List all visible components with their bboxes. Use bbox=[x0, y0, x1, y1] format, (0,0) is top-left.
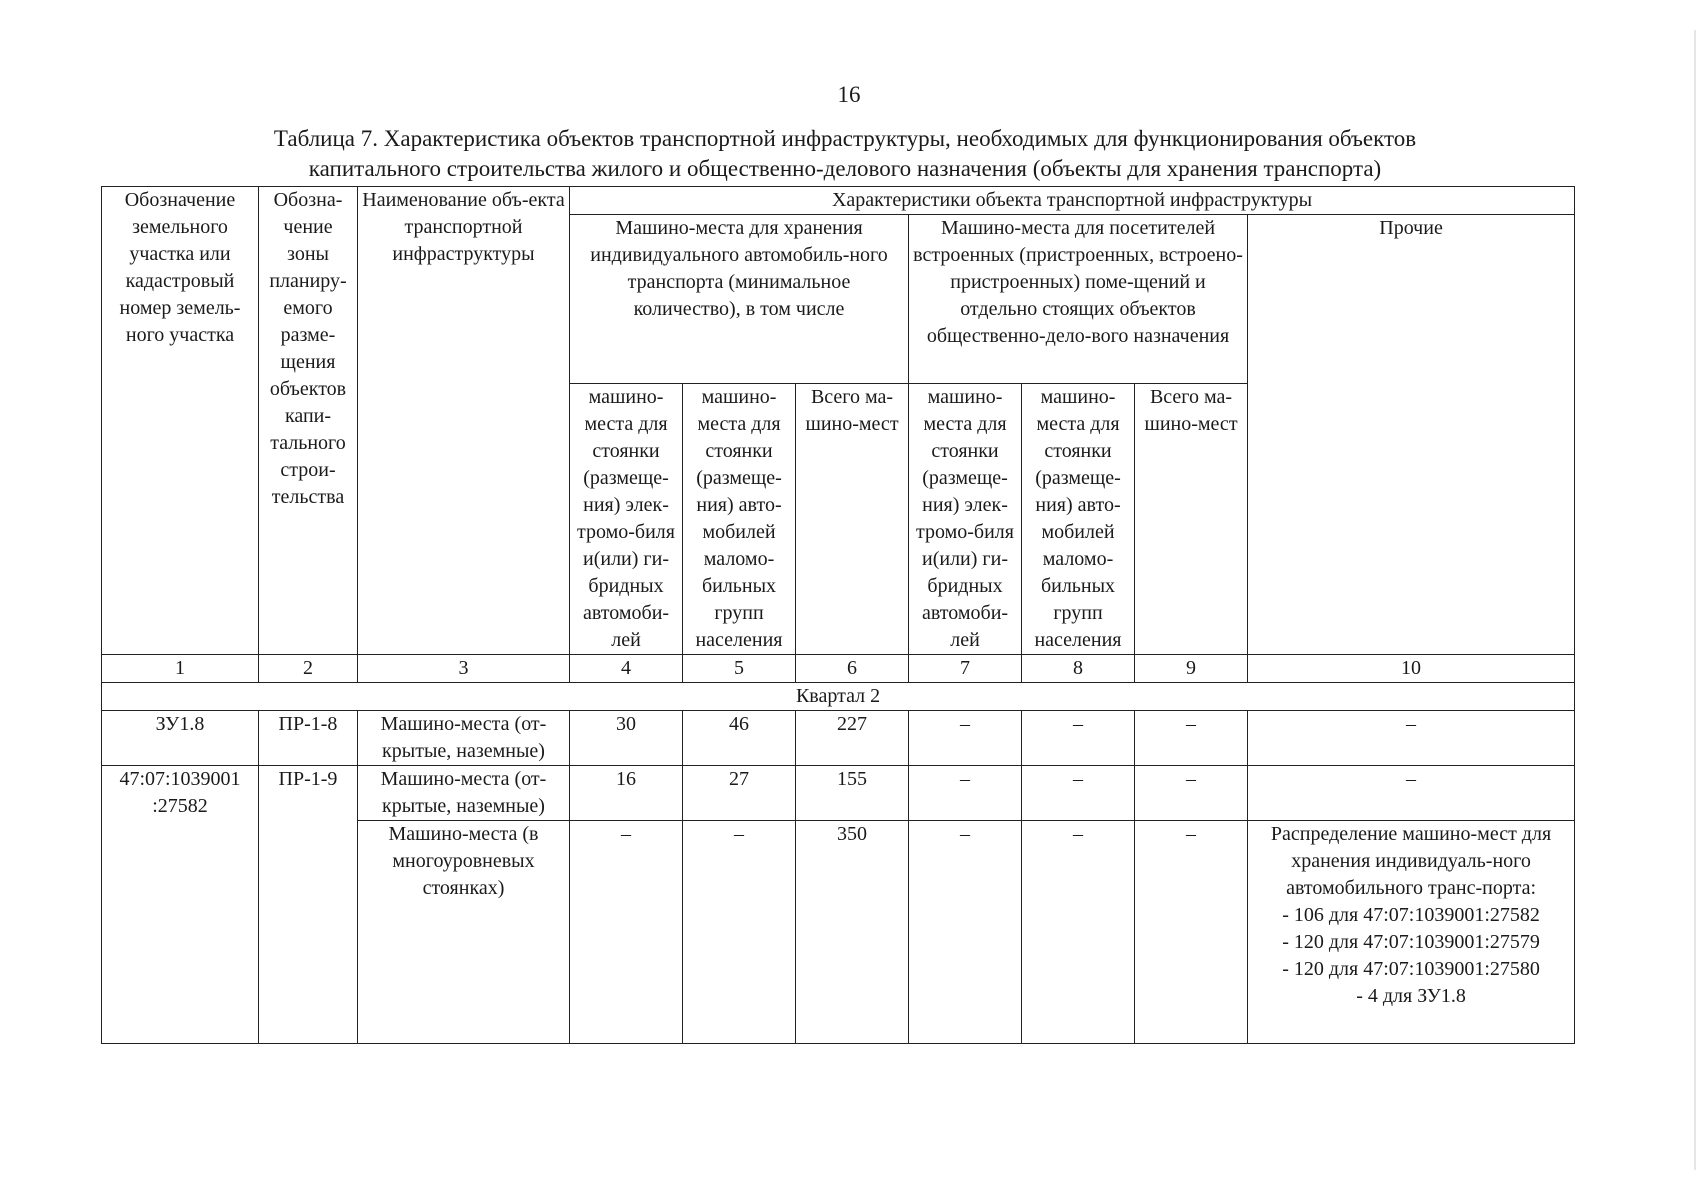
distribution-item: - 106 для 47:07:1039001:27582 bbox=[1282, 904, 1540, 926]
object-name: Машино-места (от-крытые, наземные) bbox=[358, 766, 570, 821]
a-mgn-value: 46 bbox=[683, 711, 796, 766]
a-mgn-value: 27 bbox=[683, 766, 796, 821]
scan-edge-line bbox=[1694, 30, 1696, 1170]
header-individual-parking: Машино-места для хранения индивидуального автомобиль-ного транспорта (минимальное количество), в том числе bbox=[570, 215, 909, 384]
column-number: 2 bbox=[259, 655, 358, 683]
b-total-value: – bbox=[1135, 766, 1248, 821]
b-electric-value: – bbox=[909, 766, 1022, 821]
column-number: 8 bbox=[1022, 655, 1135, 683]
object-name: Машино-места (в многоуровневых стоянках) bbox=[358, 821, 570, 1044]
distribution-item: - 120 для 47:07:1039001:27579 bbox=[1282, 931, 1540, 953]
distribution-item: - 120 для 47:07:1039001:27580 bbox=[1282, 958, 1540, 980]
b-mgn-value: – bbox=[1022, 711, 1135, 766]
column-number: 4 bbox=[570, 655, 683, 683]
a-electric-value: 30 bbox=[570, 711, 683, 766]
b-electric-value: – bbox=[909, 711, 1022, 766]
other-value: – bbox=[1248, 766, 1575, 821]
b-electric-value: – bbox=[909, 821, 1022, 1044]
object-name: Машино-места (от-крытые, наземные) bbox=[358, 711, 570, 766]
header-a-mgn: машино-места для стоянки (размеще-ния) авто-мобилей маломо-бильных групп населения bbox=[683, 384, 796, 655]
zone-id: ПР-1-9 bbox=[259, 766, 358, 1044]
column-number-row bbox=[102, 655, 1575, 683]
plot-id: 47:07:1039001 :27582 bbox=[102, 766, 259, 1044]
header-visitor-parking: Машино-места для посетителей встроенных (пристроенных, встроено-пристроенных) поме-щений и отдельно стоящих объектов общественно-дело-вого назначения bbox=[909, 215, 1248, 384]
a-total-value: 350 bbox=[796, 821, 909, 1044]
column-number: 1 bbox=[102, 655, 259, 683]
a-electric-value: – bbox=[570, 821, 683, 1044]
a-total-value: 155 bbox=[796, 766, 909, 821]
header-row-1 bbox=[102, 187, 1575, 215]
distribution-item: - 4 для ЗУ1.8 bbox=[1356, 985, 1466, 1007]
header-b-electric: машино-места для стоянки (размеще-ния) элек-тромо-биля и(или) ги-бридных автомоби-лей bbox=[909, 384, 1022, 655]
section-row bbox=[102, 683, 1575, 711]
table-caption bbox=[90, 124, 1600, 184]
column-number: 5 bbox=[683, 655, 796, 683]
column-number: 7 bbox=[909, 655, 1022, 683]
table-row bbox=[102, 766, 1575, 821]
column-number: 3 bbox=[358, 655, 570, 683]
caption-line-2: капитального строительства жилого и общественно-делового назначения (объекты для хранения транспорта) bbox=[308, 156, 1382, 181]
header-a-total: Всего ма-шино-мест bbox=[796, 384, 909, 655]
column-number: 6 bbox=[796, 655, 909, 683]
header-characteristics: Характеристики объекта транспортной инфраструктуры bbox=[570, 187, 1575, 215]
b-mgn-value: – bbox=[1022, 766, 1135, 821]
a-total-value: 227 bbox=[796, 711, 909, 766]
zone-id: ПР-1-8 bbox=[259, 711, 358, 766]
header-object-name: Наименование объ-екта транспортной инфраструктуры bbox=[358, 187, 570, 655]
b-total-value: – bbox=[1135, 711, 1248, 766]
header-plot: Обозначение земельного участка или кадастровый номер земель-ного участка bbox=[102, 187, 259, 655]
a-mgn-value: – bbox=[683, 821, 796, 1044]
header-a-electric: машино-места для стоянки (размеще-ния) элек-тромо-биля и(или) ги-бридных автомоби-лей bbox=[570, 384, 683, 655]
column-number: 9 bbox=[1135, 655, 1248, 683]
other-distribution bbox=[1248, 821, 1575, 1044]
b-mgn-value: – bbox=[1022, 821, 1135, 1044]
page-number: 16 bbox=[837, 82, 861, 107]
section-title: Квартал 2 bbox=[102, 683, 1575, 711]
b-total-value: – bbox=[1135, 821, 1248, 1044]
header-b-mgn: машино-места для стоянки (размеще-ния) авто-мобилей маломо-бильных групп населения bbox=[1022, 384, 1135, 655]
distribution-intro: Распределение машино-мест для хранения индивидуаль-ного автомобильного транс-порта: bbox=[1270, 823, 1552, 899]
column-number: 10 bbox=[1248, 655, 1575, 683]
header-zone: Обозна-чение зоны планиру-емого разме-щения объектов капи-тального строи-тельства bbox=[259, 187, 358, 655]
a-electric-value: 16 bbox=[570, 766, 683, 821]
header-b-total: Всего ма-шино-мест bbox=[1135, 384, 1248, 655]
header-other: Прочие bbox=[1248, 215, 1575, 655]
transport-infrastructure-table bbox=[101, 186, 1575, 1044]
plot-id: ЗУ1.8 bbox=[102, 711, 259, 766]
table-row bbox=[102, 711, 1575, 766]
other-value: – bbox=[1248, 711, 1575, 766]
caption-line-1: Таблица 7. Характеристика объектов транспортной инфраструктуры, необходимых для функционирования объектов bbox=[273, 126, 1417, 151]
